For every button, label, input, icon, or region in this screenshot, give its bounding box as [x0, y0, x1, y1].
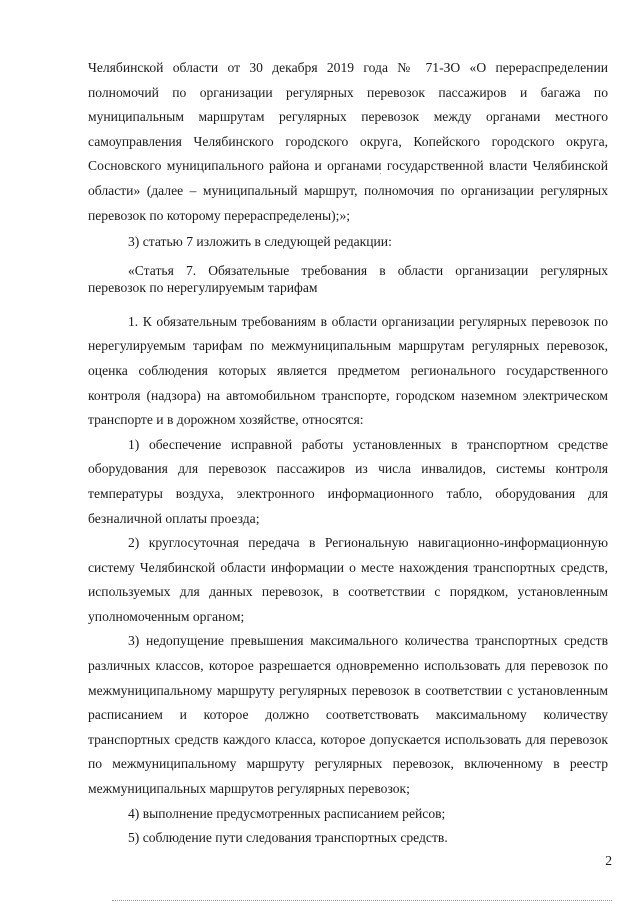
- subpoint-1: 1) обеспечение исправной работы установленных в транспортном средстве оборудования для перевозок пассажиров из числа инвалидов, системы контроля температуры воздуха, электронного информационного табло, оборудования для безналичной оплаты проезда;: [88, 436, 608, 526]
- article-heading: «Статья 7. Обязательные требования в области организации регулярных перевозок по нерегулируемым тарифам: [88, 262, 608, 295]
- subpoint-3: 3) недопущение превышения максимального количества транспортных средств различных классов, которое разрешается одновременно использовать для перевозок по межмуниципальному маршруту регулярных перевозок в соответствии с установленным расписанием и которое должно соответствовать максимальному количеству транспортных средств каждого класса, которое допускается использовать для перевозок по межмуниципальному маршруту регулярных перевозок, включенному в реестр межмуниципальных маршрутов регулярных перевозок;: [88, 633, 608, 797]
- subpoint-4: 4) выполнение предусмотренных расписанием рейсов;: [128, 805, 446, 821]
- instruction-paragraph: 3) статью 7 изложить в следующей редакции:: [128, 234, 392, 250]
- subpoint-2: 2) круглосуточная передача в Региональную навигационно-информационную систему Челябинской области информации о месте нахождения транспортных средств, используемых для данных перевозок, в соответствии с порядком, установленным уполномоченным органом;: [88, 535, 608, 624]
- subpoint-5: 5) соблюдение пути следования транспортных средств.: [128, 830, 448, 846]
- continuation-paragraph: Челябинской области от 30 декабря 2019 года № 71-ЗО «О перераспределении полномочий по организации регулярных перевозок пассажиров и багажа по муниципальным маршрутам регулярных перевозок между органами местного самоуправления Челябинского городского округа, Копейского городского округа, Сосновского муниципального района и органами государственной власти Челябинской области» (далее – муниципальный маршрут, полномочия по организации регулярных перевозок по которому перераспределены);»;: [88, 60, 608, 223]
- scan-artifact: [380, 173, 381, 174]
- document-body: [88, 56, 608, 851]
- point-1-intro: 1. К обязательным требованиям в области организации регулярных перевозок по нерегулируемым тарифам по межмуниципальным маршрутам регулярных перевозок, оценка соблюдения которых является предметом регионального государственного контроля (надзора) на автомобильном транспорте, городском наземном электрическом транспорте и в дорожном хозяйстве, относятся:: [88, 313, 608, 428]
- page-number: 2: [605, 853, 612, 868]
- scan-edge-line: [112, 900, 612, 901]
